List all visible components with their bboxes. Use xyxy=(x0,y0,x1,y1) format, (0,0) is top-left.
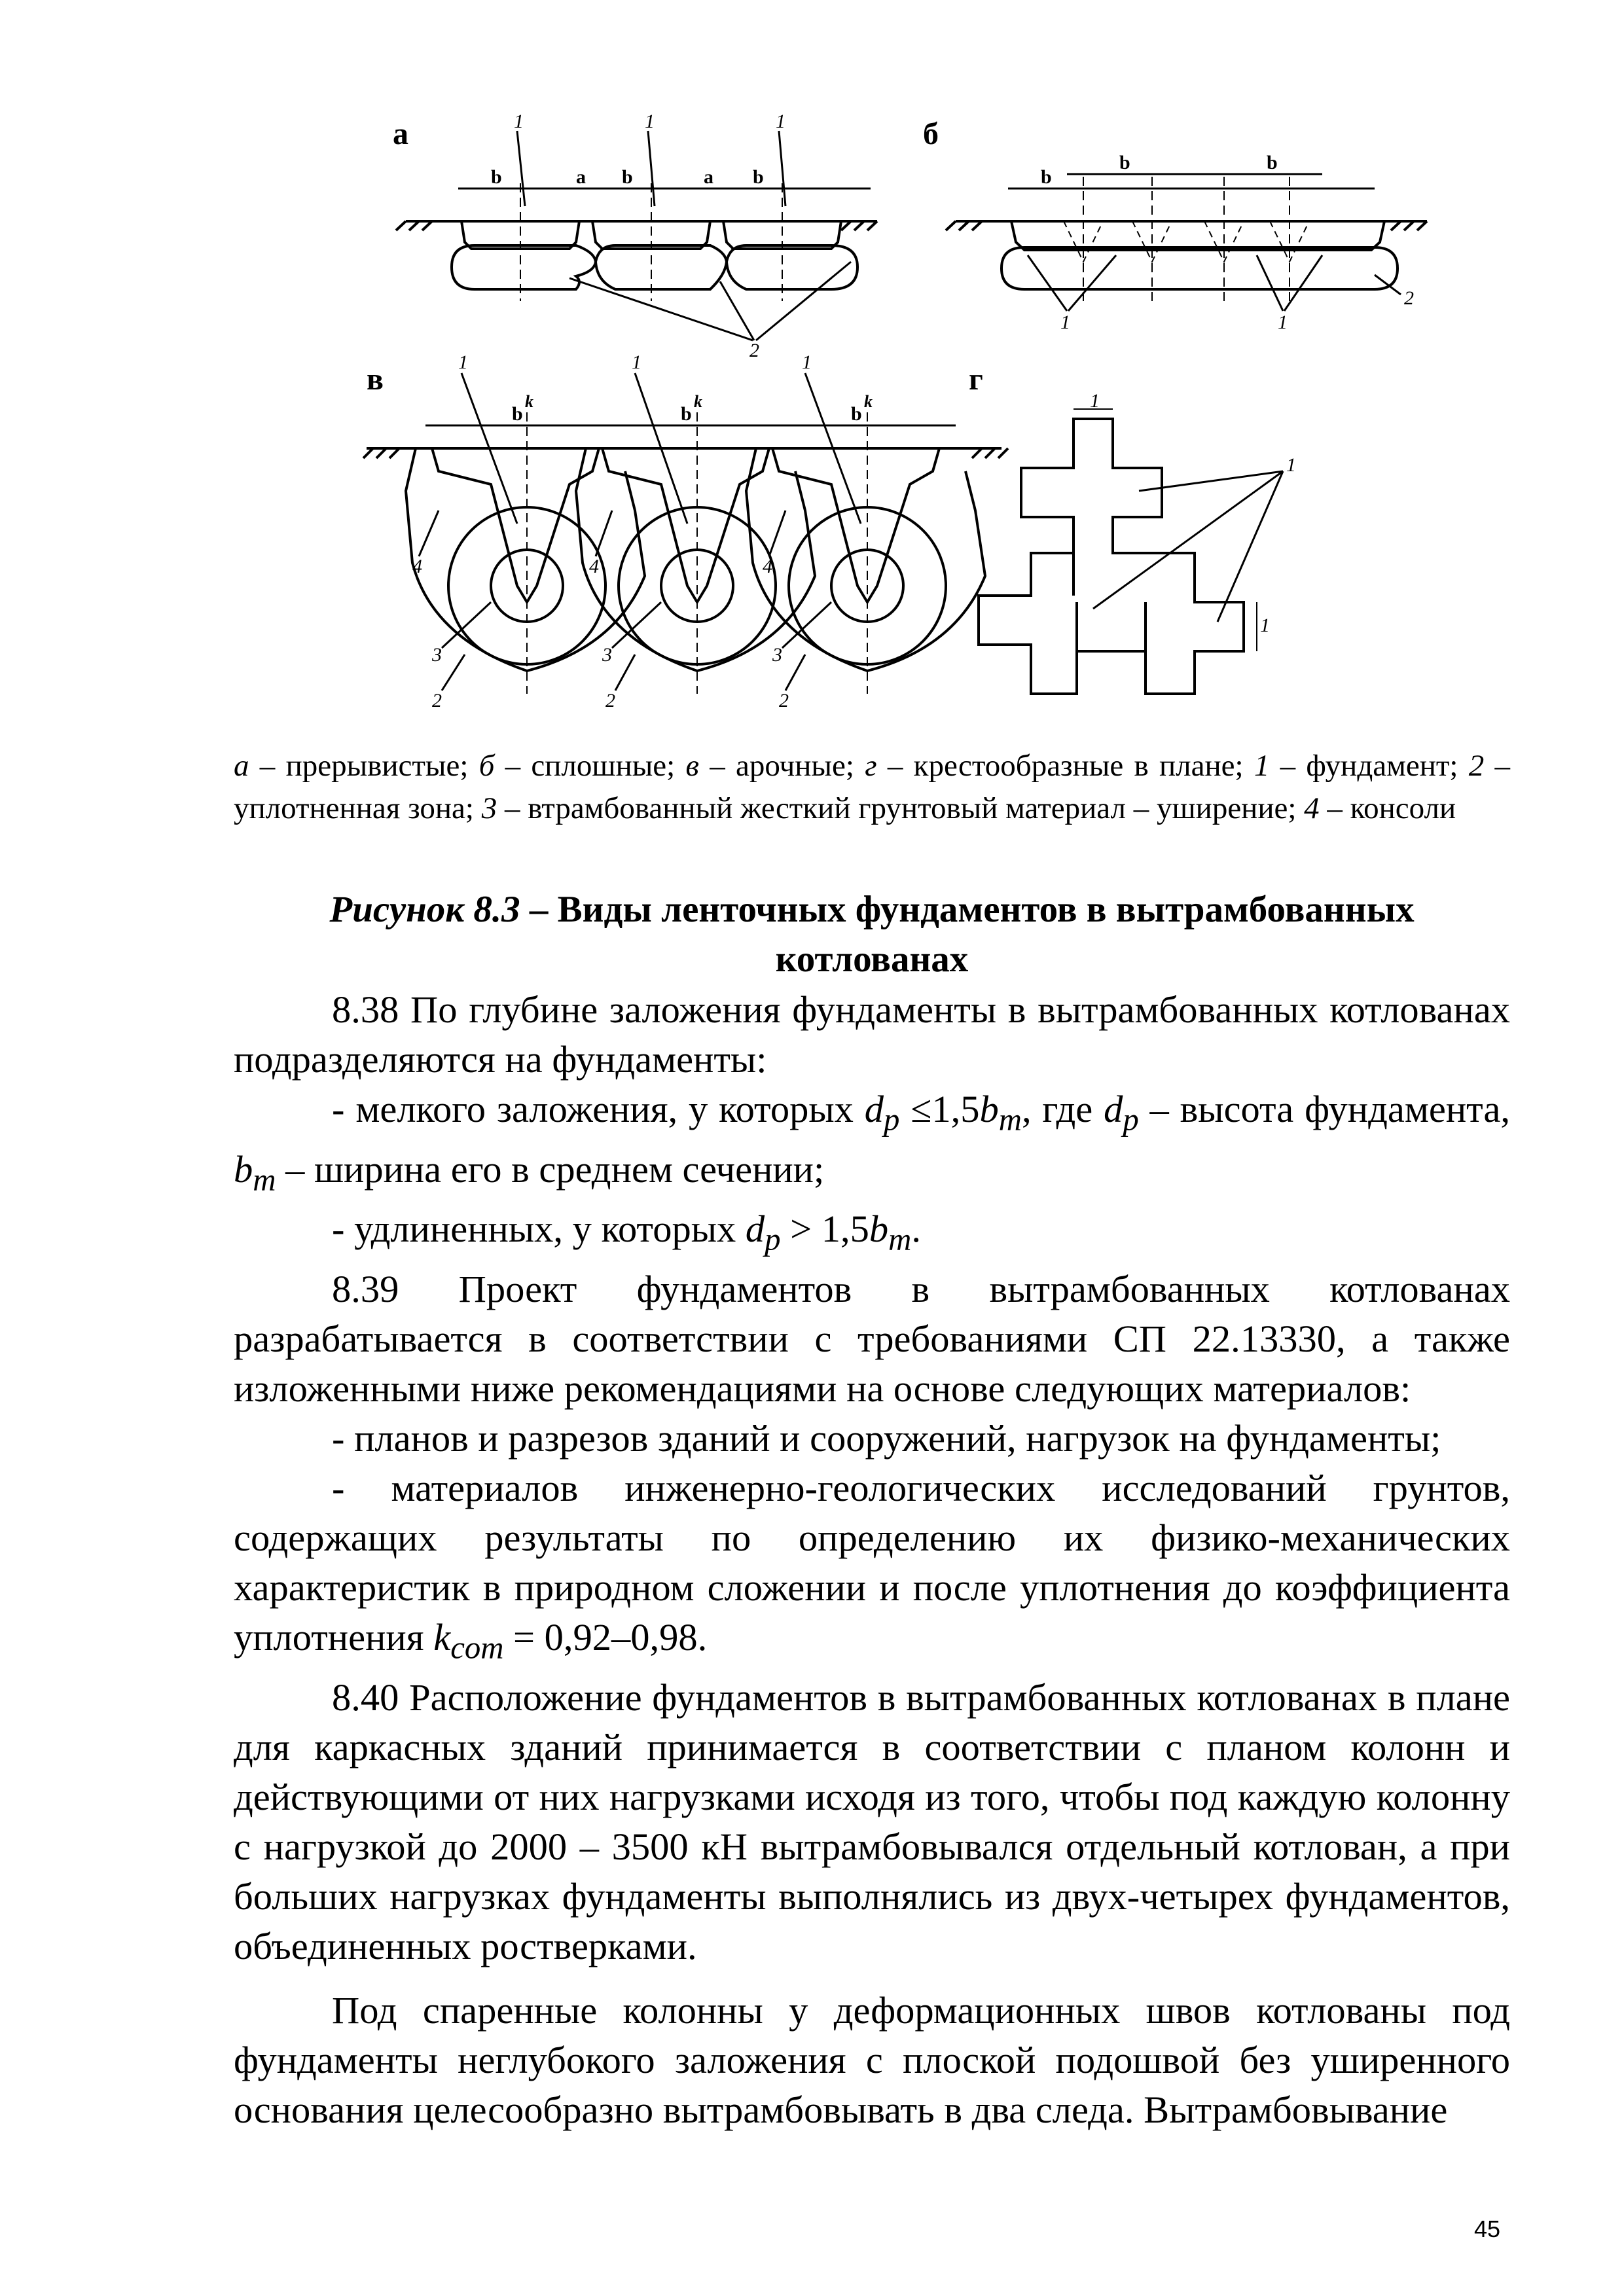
dimension-b: b xyxy=(491,166,502,188)
dimension-a: a xyxy=(704,166,713,188)
callout-1: 1 xyxy=(1260,615,1270,636)
symbol-d: d xyxy=(1104,1088,1123,1130)
dimension-b: b xyxy=(622,166,633,188)
callout-2: 2 xyxy=(749,340,759,361)
callout-3: 3 xyxy=(432,644,442,666)
legend-text: – консоли xyxy=(1319,791,1456,825)
page-number: 45 xyxy=(1474,2215,1501,2242)
legend-term: 1 xyxy=(1254,749,1270,783)
callout-1: 1 xyxy=(1286,454,1296,476)
callout-2: 2 xyxy=(779,690,789,711)
panel-g-drawing xyxy=(979,409,1283,694)
callout-2: 2 xyxy=(1404,287,1414,309)
dimension-k: k xyxy=(525,392,533,411)
text-run: - удлиненных, у которых xyxy=(332,1208,746,1251)
figure-legend xyxy=(234,745,1510,830)
callout-3: 3 xyxy=(772,644,782,666)
dimension-k: k xyxy=(694,392,702,411)
callout-3: 3 xyxy=(602,644,612,666)
callout-1: 1 xyxy=(1090,390,1100,412)
legend-term: 3 xyxy=(481,791,497,825)
legend-term: а xyxy=(234,749,249,783)
legend-text: – сплошные; xyxy=(494,749,686,783)
legend-term: г xyxy=(865,749,877,783)
symbol-b: b xyxy=(979,1088,999,1130)
dimension-b: b xyxy=(851,403,862,425)
legend-term: б xyxy=(478,749,495,783)
dimension-b: b xyxy=(681,403,692,425)
text-run: – высота фундамента, xyxy=(1138,1088,1511,1130)
callout-1: 1 xyxy=(632,351,641,373)
figure-title xyxy=(234,885,1510,984)
dimension-b: b xyxy=(753,166,764,188)
text-run: – ширина его в среднем сечении; xyxy=(276,1147,825,1191)
symbol-d: d xyxy=(745,1208,765,1251)
callout-1: 1 xyxy=(776,111,785,132)
text-run: = 0,92–0,98. xyxy=(503,1616,708,1659)
legend-text: – фундамент; xyxy=(1269,749,1469,783)
panel-b-drawing xyxy=(946,174,1427,311)
paragraph-8-38: 8.38 По глубине заложения фундаменты в вытрамбованных котлованах подразделяются на фундаменты: xyxy=(234,988,1510,1081)
text-run: ≤1,5 xyxy=(899,1088,980,1130)
figure-title-prefix: Рисунок 8.3 xyxy=(329,889,520,930)
text-run: - материалов инженерно-геологических исследований грунтов, содержащих результаты по определению их физико-механических характеристик в природном сложении и после уплотнения до коэффициента уплотнения xyxy=(234,1467,1510,1659)
list-item-plans: - планов и разрезов зданий и сооружений, нагрузок на фундаменты; xyxy=(332,1417,1441,1460)
panel-v-label: в xyxy=(367,362,384,397)
callout-1: 1 xyxy=(1278,312,1288,333)
list-item-elongated xyxy=(234,1204,1510,1265)
symbol-d: d xyxy=(864,1088,884,1130)
callout-1: 1 xyxy=(1060,312,1070,333)
legend-text: – прерывистые; xyxy=(249,749,479,783)
callout-2: 2 xyxy=(605,690,615,711)
text-run: , где xyxy=(1021,1088,1104,1130)
dimension-b: b xyxy=(1119,152,1130,173)
foundation-figure xyxy=(353,105,1532,720)
subscript-com: com xyxy=(450,1630,504,1666)
legend-text: – крестообразные в плане; xyxy=(876,749,1254,783)
legend-text: – уплотненная зона; xyxy=(234,749,1511,825)
legend-text: – втрамбованный жесткий грунтовый материал – уширение; xyxy=(497,791,1305,825)
panel-b-label: б xyxy=(923,117,939,151)
symbol-k: k xyxy=(433,1616,451,1659)
subscript-p: p xyxy=(884,1102,900,1138)
panel-a-label: а xyxy=(393,117,408,151)
text-run: . xyxy=(911,1208,921,1251)
list-item-shallow xyxy=(234,1085,1510,1204)
callout-1: 1 xyxy=(645,111,655,132)
callout-1: 1 xyxy=(802,351,812,373)
callout-4: 4 xyxy=(412,556,422,577)
symbol-b: b xyxy=(234,1147,253,1191)
symbol-b: b xyxy=(869,1208,889,1251)
callout-4: 4 xyxy=(589,556,599,577)
figure-title-text: – Виды ленточных фундаментов в вытрамбованных котлованах xyxy=(520,889,1415,980)
subscript-p: p xyxy=(1123,1102,1139,1138)
callout-1: 1 xyxy=(514,111,524,132)
panel-a-drawing xyxy=(396,131,877,340)
subscript-m: m xyxy=(998,1102,1022,1138)
subscript-m: m xyxy=(253,1162,276,1198)
legend-term: в xyxy=(685,749,699,783)
dimension-b: b xyxy=(1267,152,1278,173)
text-run: - мелкого заложения, у которых xyxy=(332,1088,865,1130)
callout-4: 4 xyxy=(763,556,772,577)
paragraph-paired-columns: Под спаренные колонны у деформационных швов котлованы под фундаменты неглубокого заложения с плоской подошвой без уширенного основания целесообразно вытрамбовывать в два следа. Вытрамбовывание xyxy=(234,1988,1510,2131)
subscript-p: p xyxy=(765,1222,781,1258)
subscript-m: m xyxy=(888,1222,912,1258)
panel-g-label: г xyxy=(969,362,983,397)
dimension-a: a xyxy=(576,166,586,188)
dimension-b: b xyxy=(512,403,523,425)
legend-term: 4 xyxy=(1304,791,1320,825)
legend-term: 2 xyxy=(1468,749,1485,783)
text-run: > 1,5 xyxy=(780,1208,869,1251)
legend-text: – арочные; xyxy=(698,749,865,783)
body-text xyxy=(234,985,1510,2135)
callout-2: 2 xyxy=(432,690,442,711)
callout-1: 1 xyxy=(458,351,468,373)
paragraph-8-40: 8.40 Расположение фундаментов в вытрамбованных котлованах в плане для каркасных зданий принимается в соответствии с планом колонн и действующими от них нагрузками исходя из того, чтобы под каждую колонну с нагрузкой до 2000 – 3500 кН вытрамбовывался отдельный котлован, а при больших нагрузках фундаменты выполнялись из двух-четырех фундаментов, объединенных ростверками. xyxy=(234,1676,1510,1967)
dimension-b: b xyxy=(1041,166,1052,188)
list-item-materials xyxy=(234,1463,1510,1673)
dimension-k: k xyxy=(864,392,873,411)
paragraph-8-39: 8.39 Проект фундаментов в вытрамбованных котлованах разрабатывается в соответствии с требованиями СП 22.13330, а также изложенными ниже рекомендациями на основе следующих материалов: xyxy=(234,1268,1510,1410)
